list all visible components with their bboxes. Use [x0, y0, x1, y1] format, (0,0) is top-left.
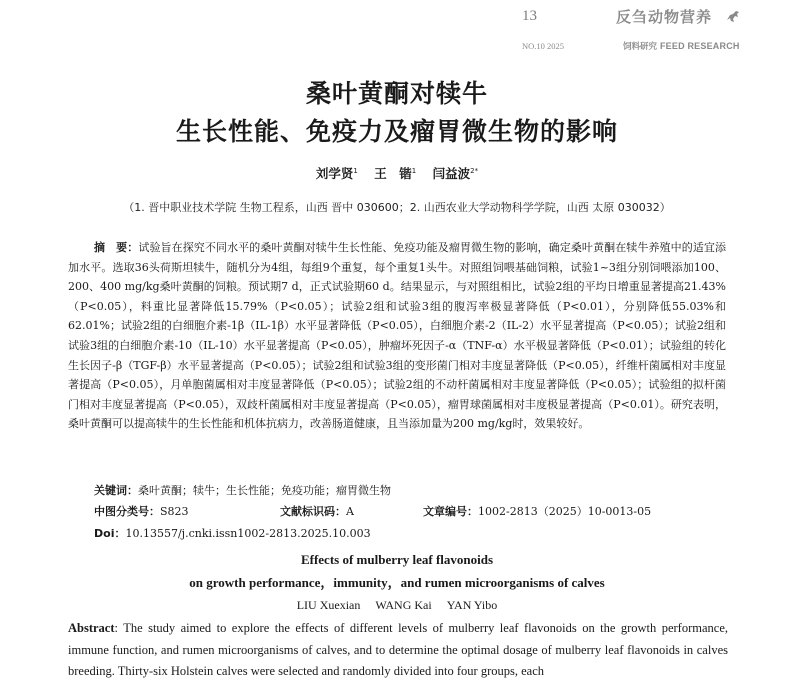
english-author: YAN Yibo — [446, 598, 498, 612]
page-number: 13 — [522, 8, 537, 24]
keywords-label: 关键词： — [94, 484, 138, 497]
author-list — [0, 164, 794, 182]
section-en: FEED RESEARCH — [659, 41, 740, 51]
abstract-text: 试验旨在探究不同水平的桑叶黄酮对犊牛生长性能、免疫功能及瘤胃微生物的影响，确定桑叶黄酮在犊牛养殖中的适宜添加水平。选取36头荷斯坦犊牛，随机分为4组，每组9个重复，每个重复1头牛。对照组饲喂基础饲粮，试验1~3组分别饲喂添加100、200、400 mg/kg桑叶黄酮的饲粮。预试期7 d，正式试验期60 d。结果显示，与对照组相比，试验2组的平均日增重显著提高21.43%（P<0.05），料重比显著降低15.79%（P<0.05）；试验2组和试验3组的腹泻率极显著降低（P<0.01），分别降低55.03%和62.01%；试验2组的白细胞介素-1β（IL-1β）水平显著降低（P<0.05），白细胞介素-2（IL-2）水平显著提高（P<0.05）；试验2组和试验3组的白细胞介素-10（IL-10）水平显著提高（P<0.05），肿瘤坏死因子-α（TNF-α）水平极显著降低（P<0.01）；试验组的转化生长因子-β（TGF-β）水平显著提高（P<0.05）；试验2组和试验3组的变形菌门相对丰度显著降低（P<0.05），纤维杆菌属相对丰度显著提高（P<0.05），月单胞菌属相对丰度显著降低（P<0.05）；试验2组的不动杆菌属相对丰度显著降低（P<0.05）；试验组的拟杆菌门相对丰度显著提高（P<0.05），双歧杆菌属相对丰度显著提高（P<0.05），瘤胃球菌属相对丰度极显著提高（P<0.01）。研究表明，桑叶黄酮可以提高犊牛的生长性能和机体抗病力，改善肠道健康，且当添加量为200 mg/kg时，效果较好。 — [68, 241, 726, 431]
english-title-line-2: on growth performance，immunity，and rumen microorganisms of calves — [189, 575, 605, 590]
english-title-line-1: Effects of mulberry leaf flavonoids — [300, 552, 494, 567]
keywords-text: 桑叶黄酮；犊牛；生长性能；免疫功能；瘤胃微生物 — [138, 484, 391, 497]
author: 王 锴$^1$ — [374, 166, 417, 181]
english-author-list — [0, 598, 794, 613]
english-abstract-text: : The study aimed to explore the effects of different levels of mulberry leaf flavonoids on the growth performance, immune function, and rumen microorganisms of calves, and to determine the optimal dosage of mulberry leaf flavonoids in calves breeding. Thirty-six Holstein calves were selected and randomly divided into four groups, each — [68, 621, 728, 679]
article-number: 文章编号：1002-2813（2025）10-0013-05 — [423, 505, 652, 518]
english-author: WANG Kai — [375, 598, 432, 612]
keywords — [94, 482, 391, 498]
abstract-en — [68, 618, 728, 683]
affiliation: （1. 晋中职业技术学院 生物工程系，山西 晋中 030600；2. 山西农业大学动物科学学院，山西 太原 030032） — [123, 201, 671, 214]
english-abstract-label: Abstract — [68, 621, 115, 635]
journal-name: 反刍动物营养 — [616, 8, 713, 26]
title-line-2: 生长性能、免疫力及瘤胃微生物的影响 — [175, 117, 618, 146]
author: 刘学贤$^1$ — [315, 166, 358, 181]
abstract-label: 摘 要： — [94, 241, 139, 254]
abstract-cn — [68, 238, 726, 434]
english-author: LIU Xuexian — [296, 598, 361, 612]
running-animal-icon — [725, 8, 741, 24]
title-line-1: 桑叶黄酮对犊牛 — [305, 79, 488, 108]
author: 闫益波$^{2*}$ — [432, 166, 479, 181]
document-code: 文献标识码：A — [280, 505, 354, 518]
clc-code: 中图分类号：S823 — [94, 505, 189, 518]
issue-label: NO.10 2025 — [522, 41, 565, 51]
doi — [94, 525, 371, 541]
doi-value: 10.13557/j.cnki.issn1002-2813.2025.10.003 — [125, 527, 371, 540]
doi-label: Doi： — [94, 527, 126, 540]
section-cn: 饲料研究 — [623, 42, 658, 52]
section-label — [623, 40, 740, 52]
